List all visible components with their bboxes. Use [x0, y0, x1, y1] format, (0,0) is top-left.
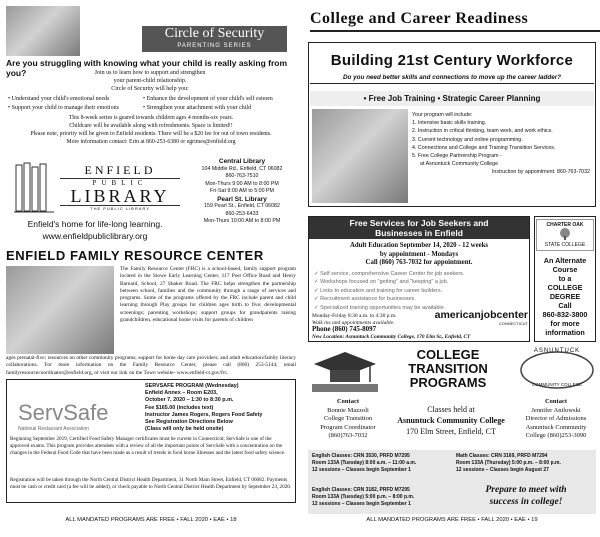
circle-bullet: • Understand your child's emotional needs	[8, 96, 110, 102]
workforce-item: 3. Current technology and online programming.	[412, 136, 523, 143]
workforce-appt: Instruction by appointment. 860-763-7032	[491, 169, 590, 176]
frc-photo	[6, 266, 114, 354]
ctp-title3: PROGRAMS	[409, 375, 487, 390]
services-checklist	[314, 270, 528, 312]
servsafe-l2: October 7, 2020 – 1:30 to 8:30 p.m.	[145, 397, 234, 404]
pearl-hours1: Mon-Thurs 10:00 AM to 8:00 PM	[203, 218, 281, 224]
left-footer: ALL MANDATED PROGRAMS ARE FREE • FALL 2020 • EAE • 18	[65, 517, 237, 523]
servsafe-logo-sub: National Restaurant Association	[18, 426, 89, 432]
library-url[interactable]: www.enfieldpubliclibrary.org	[42, 231, 148, 241]
servsafe-info	[145, 383, 295, 433]
prepare-text	[456, 484, 596, 508]
class-block-2	[312, 487, 452, 508]
servsafe-program: SERVSAFE PROGRAM	[145, 383, 204, 389]
charter-l9: information	[545, 328, 585, 337]
circle-line3: Please note, priority will be given to Enfield residents. There will be a $20 fee for out of town residents.	[30, 131, 272, 137]
class2-a: English Classes: CRN 3182, PRFD M7295	[312, 487, 410, 493]
left-contact-label: Contact	[336, 398, 360, 405]
workforce-item: at Asnuntuck Community College	[420, 161, 499, 168]
right-contact-phone: College (860)253-3090	[525, 432, 587, 439]
library-logo-line1: ENFIELD	[60, 163, 180, 179]
charter-logo	[536, 219, 594, 251]
page-title: College and Career Readiness	[310, 10, 600, 32]
asnuntuck-logo-sub: COMMUNITY COLLEGE	[531, 382, 583, 387]
workforce-title: Building 21st Century Workforce	[330, 52, 574, 69]
pearl-phone: 860-253-6433	[225, 210, 259, 217]
class1-b: Room 133A (Tuesday) 8:00 a.m. – 11:00 a.m.	[312, 460, 417, 466]
central-hours1: Mon-Thurs 9:00 AM to 8:00 PM	[205, 180, 279, 187]
ctp-left-contact	[308, 398, 388, 441]
charter-logo2: STATE COLLEGE	[544, 242, 586, 248]
left-contact-phone: (860)763-7032	[328, 432, 368, 439]
services-d3: Call (860) 763-7032 for appointment.	[365, 259, 473, 266]
workforce-item: 2. Instruction in critical thinking, team work, and work ethics.	[412, 128, 553, 135]
circle-intro2: your parent-child relationship.	[113, 78, 187, 84]
workforce-item: 5. Free College Partnership Program -	[412, 153, 502, 160]
library-hours	[188, 158, 296, 226]
pearl-title: Pearl St. Library	[217, 195, 267, 203]
services-location: New Location: Asnuntuck Community College, 170 Elm St., Enfield, CT	[312, 334, 471, 340]
library-tagline: Enfield's home for life-long learning.	[27, 219, 163, 229]
ctp-mid3: 170 Elm Street, Enfield, CT	[406, 427, 496, 436]
books-icon	[14, 161, 54, 213]
workforce-includes: Your program will include:	[412, 112, 473, 118]
charter-l7: 860-832-3800	[542, 310, 588, 319]
workforce-photo	[312, 109, 408, 203]
circle-logo-sub: PARENTING SERIES	[177, 43, 252, 49]
oak-tree-icon	[555, 228, 575, 240]
right-contact-name: Jennifer Anilowski	[531, 406, 581, 414]
circle-headline: Are you struggling with knowing what your child is really asking from you?	[6, 58, 288, 78]
graduation-cap-icon	[310, 348, 380, 394]
servsafe-l4: Instructor James Rogers, Rogers Food Safety	[145, 411, 263, 418]
class1-a: English Classes: CRN 3530, PRFD M7295	[312, 453, 410, 459]
ctp-mid2: Asnuntuck Community College	[397, 416, 505, 425]
servsafe-l3: Fee $165.00 (includes text)	[145, 404, 214, 411]
servsafe-l6: (Class will only be held onsite)	[145, 426, 224, 433]
ctp-icon	[310, 348, 380, 394]
servsafe-program-day: (Wednesday)	[205, 383, 239, 389]
right-contact-role1: Director of Admissions	[525, 415, 587, 422]
right-page	[300, 0, 600, 537]
central-hours2: Fri-Sat 9:00 AM to 5:00 PM	[210, 188, 274, 194]
left-contact-role1: College Transition	[323, 415, 373, 422]
library-logo-line3: LIBRARY	[60, 187, 180, 206]
circle-bullet: • Enhance the development of your child's self esteem	[143, 96, 273, 102]
services-check-item: ✓ Workshops focused on "getting" and "keeping" a job.	[314, 278, 528, 286]
servsafe-p2: Registration will be taken through the North Central District Health Department, 31 North Main Street, Enfield, CT 06082. Payments must be cash or credit card (a fee will be added), or check payable to North Central District Health Department by September 23, 2020.	[10, 477, 292, 490]
services-phone: Phone (860) 745-8097	[312, 325, 377, 333]
central-title: Central Library	[218, 158, 266, 165]
right-contact-role2: Asnuntuck Community	[525, 423, 587, 431]
services-title1: Free Services for Job Seekers and	[349, 218, 489, 228]
frc-body: The Family Resource Center (FRC) is a school-based, family support program located in the Stowe Early Learning Center, 117 Post Office Road and Henry Barnard, School, 27 Shaker Road. The FRC helps strengthen the partnership between school, families and the community through a range of services and programs. Some of the programs offered by the FRC include parent and child learning through Play groups for children ages birth to five; developmental screenings; parenting workshops; support groups for grandparents raising grandchildren, educational home visits for parents of children	[120, 266, 296, 324]
workforce-item: 4. Connections and College and Training Transition Services.	[412, 144, 556, 151]
services-hours1: Monday-Friday 8:30 a.m. to 4:30 p.m.	[312, 313, 397, 319]
circle-intro3: Circle of Security will help you:	[111, 86, 189, 92]
services-d1: Adult Education September 14, 2020 - 12 weeks	[349, 242, 489, 249]
charter-l3: to a	[558, 274, 572, 283]
ctp-location	[386, 404, 516, 437]
services-header	[309, 217, 529, 239]
services-d2: by appointment - Mondays	[379, 250, 459, 258]
class2-b: Room 133A (Tuesday) 5:00 p.m. – 8:00 p.m.	[312, 494, 415, 500]
left-contact-role2: Program Coordinator	[320, 423, 376, 431]
circle-logo	[142, 26, 287, 52]
charter-text	[535, 256, 595, 337]
library-logo-line4: THE PUBLIC LIBRARY	[90, 206, 150, 211]
ajc-logo-sub: CONNECTICUT	[498, 321, 528, 326]
ajc-logo	[418, 309, 528, 326]
services-check-item: ✓ Specialized training opportunities may be available.	[314, 304, 528, 312]
charter-l2: Course	[552, 265, 578, 274]
circle-line2: Childcare will be available along with refreshments. Space is limited!!	[69, 123, 233, 129]
servsafe-logo-text: ServSafe	[18, 400, 109, 425]
class-block-3	[456, 453, 596, 474]
class3-a: Math Classes: CRN 3169, PRFD M7294	[456, 453, 548, 459]
charter-l8: for more	[550, 319, 580, 328]
frc-title: ENFIELD FAMILY RESOURCE CENTER	[6, 248, 264, 263]
right-contact-label: Contact	[544, 398, 568, 405]
circle-line4: More information contact: Erin at 860-253-6380 or egrimes@enfield.org	[66, 139, 236, 145]
services-hours2: Walk ins and appointments available.	[312, 320, 395, 326]
circle-intro	[40, 69, 260, 93]
servsafe-l1: Enfield Annex – Room E203,	[145, 390, 218, 397]
ajc-logo-text: americanjobcenter	[434, 309, 528, 321]
library-logo-line2: PUBLIC	[92, 179, 148, 187]
ctp-mid1: Classes held at	[427, 405, 475, 414]
class-block-1	[312, 453, 452, 474]
central-phone: 860-763-7510	[225, 173, 259, 179]
circle-bullet: • Strengthen your attachment with your child	[143, 105, 252, 111]
left-contact-name: Bonnie Mazzoli	[327, 406, 369, 414]
circle-intro1: Join us to learn how to support and strengthen	[94, 70, 206, 76]
circle-details	[6, 114, 296, 146]
ctp-title1: COLLEGE	[416, 347, 480, 362]
class3-b: Room 133A (Thursday) 5:00 p.m. – 8:00 p.m.	[456, 460, 561, 466]
asnuntuck-logo-text: ASNUNTUCK	[533, 348, 581, 354]
services-check-item: ✓ Recruitment assistance for businesses.	[314, 295, 528, 303]
services-check-item: ✓ Links to education and training for career builders.	[314, 287, 528, 295]
asnuntuck-logo	[518, 346, 596, 400]
class3-c: 12 sessions – Classes begin August 27	[456, 467, 549, 473]
ctp-right-contact	[514, 398, 598, 441]
servsafe-l5: See Registration Directions Below	[145, 419, 233, 426]
pearl-addr: 159 Pearl St., Enfield, CT 06082	[204, 203, 280, 209]
charter-logo1: CHARTER OAK	[546, 222, 584, 228]
prepare2: success in college!	[489, 497, 563, 507]
workforce-subtitle: Do you need better skills and connections to move up the career ladder?	[310, 74, 594, 84]
class1-c: 12 sessions – Classes begin September 1	[312, 467, 411, 473]
ctp-title2: TRANSITION	[408, 361, 488, 376]
workforce-item: 1. Intensive basic skills training.	[412, 120, 487, 127]
class2-c: 12 sessions – Classes begin September 1	[312, 501, 411, 507]
servsafe-logo	[18, 400, 130, 432]
charter-l1: An Alternate	[543, 256, 587, 265]
services-title2: Businesses in Enfield	[375, 228, 463, 238]
charter-l6: Call	[558, 301, 572, 310]
library-logo	[14, 161, 184, 215]
frc-body2: ages prenatal-five; resources on other community programs; support for home day care providers; and adult education/family literacy collaborations. For more information on the Family Resource Center, please call (860) 253-5144, email familyresourcecoordinator@enfield.org, or visit our link on the Town website- www.enfield-ct.gov/frc.	[6, 355, 296, 376]
workforce-list	[412, 111, 594, 177]
circle-bullet: • Support your child to manage their emotions	[8, 105, 119, 111]
prepare1: Prepare to meet with	[485, 485, 567, 495]
right-footer: ALL MANDATED PROGRAMS ARE FREE • FALL 2020 • EAE • 19	[366, 517, 538, 523]
servsafe-p1: Beginning September 2019, Certified Food Safety Manager certificates must be current in Connecticut; ServSafe is one of the approved exams. This program provides attendees with a review of all the important points of ServSafe with a concentration on the changes in the Federal Food Code that have been made as a result of trends in food borne illnesses and the latest food safety science.	[10, 436, 286, 456]
circle-logo-main: Circle of Security	[164, 26, 265, 41]
services-check-item: ✓ Self service, comprehensive Career Center for job seekers.	[314, 270, 528, 278]
services-dates	[310, 242, 528, 268]
circle-line1: This 8-week series is geared towards children ages 4 months-six years.	[68, 115, 234, 121]
ctp-title	[388, 348, 508, 390]
workforce-bar: • Free Job Training • Strategic Career Planning	[310, 91, 594, 106]
circle-photo	[6, 6, 80, 56]
charter-l4: COLLEGE	[547, 283, 583, 292]
central-addr: 104 Middle Rd., Enfield, CT 06082	[201, 165, 283, 172]
circle-bullets	[8, 95, 298, 113]
charter-l5: DEGREE	[549, 292, 581, 301]
